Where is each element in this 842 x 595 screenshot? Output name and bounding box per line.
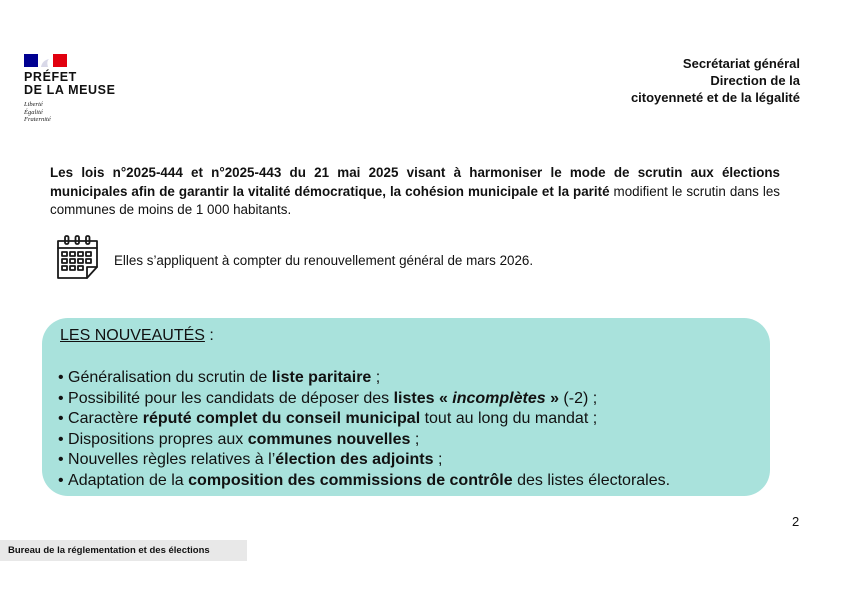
intro-normal-text: modifient le scrutin dans les communes de moins de 1 000 habitants. [50, 183, 780, 217]
header-line-3: citoyenneté et de la légalité [630, 90, 800, 105]
page-number: 2 [792, 514, 800, 529]
news-title [60, 327, 214, 345]
header-line-1: Secrétariat général [682, 56, 800, 71]
news-item-conseil-complet: • Caractère réputé complet du conseil municipal tout au long du mandat ; [58, 409, 670, 430]
news-item-liste-paritaire: • Généralisation du scrutin de liste paritaire ; [58, 368, 670, 389]
calendar-icon [55, 233, 100, 280]
logo-title [24, 71, 144, 97]
news-item-communes-nouvelles: • Dispositions propres aux communes nouvelles ; [58, 430, 670, 451]
application-date-text: Elles s’appliquent à compter du renouvellement général de mars 2026. [114, 253, 534, 268]
logo-line-2: DE LA MEUSE [24, 83, 116, 97]
intro-bold-text: Les lois n°2025-444 et n°2025-443 du 21 mai 2025 visant à harmoniser le mode de scrutin aux élections municipales afin de garantir la vitalité démocratique, la cohésion municipale et la parité [50, 165, 780, 199]
news-item-listes-incompletes: • Possibilité pour les candidats de déposer des listes « incomplètes » (-2) ; [58, 389, 670, 410]
department-header [631, 55, 800, 106]
news-item-commissions-controle: • Adaptation de la composition des commissions de contrôle des listes électorales. [58, 471, 670, 492]
prefecture-logo [24, 54, 144, 124]
logo-line-1: PRÉFET [24, 70, 77, 84]
news-item-election-adjoints: • Nouvelles règles relatives à l’élection des adjoints ; [58, 450, 670, 471]
header-line-2: Direction de la [710, 73, 800, 88]
footer-bureau-label: Bureau de la réglementation et des élections [0, 540, 247, 561]
motto-liberte: Liberté [24, 101, 43, 108]
news-title-suffix: : [204, 327, 214, 344]
french-flag-icon [24, 54, 67, 67]
motto-fraternite: Fraternité [24, 116, 51, 123]
intro-paragraph [50, 164, 780, 220]
motto-egalite: Égalité [24, 108, 43, 116]
news-box [42, 318, 770, 496]
news-list [58, 368, 670, 492]
republic-motto [24, 101, 144, 124]
news-title-text: LES NOUVEAUTÉS [60, 327, 205, 344]
